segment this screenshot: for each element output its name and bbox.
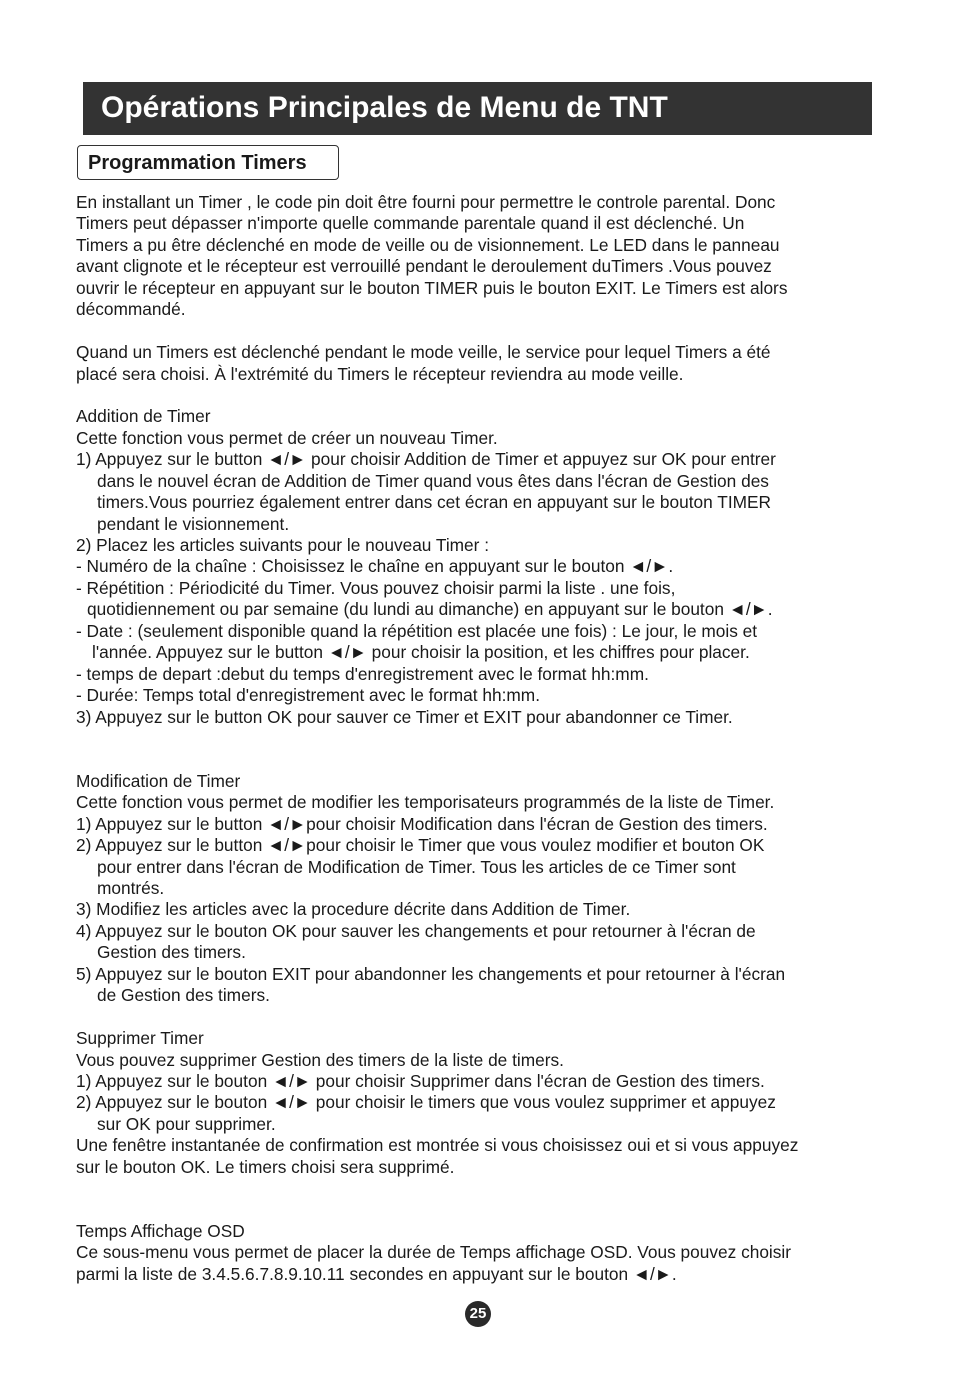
osd-section [76, 1221, 884, 1285]
list-item: 1) Appuyez sur le button ◄/►pour choisir Modification dans l'écran de Gestion des timers. [76, 813, 768, 834]
text-line: de Gestion des timers. [97, 985, 270, 1006]
list-item: 1) Appuyez sur le bouton ◄/► pour choisir Supprimer dans l'écran de Gestion des timers. [76, 1070, 765, 1091]
list-item: - temps de depart :debut du temps d'enregistrement avec le format hh:mm. [76, 663, 649, 684]
text-line: placé sera choisi. À l'extrémité du Timers le récepteur reviendra au mode veille. [76, 363, 684, 384]
osd-heading: Temps Affichage OSD [76, 1221, 245, 1242]
text-line: Timers peut dépasser n'importe quelle commande parentale quand il est déclenché. Un [76, 213, 745, 234]
list-item: 3) Modifiez les articles avec la procedure décrite dans Addition de Timer. [76, 899, 631, 920]
page-number-badge: 25 [465, 1301, 491, 1327]
text-line: décommandé. [76, 299, 186, 320]
list-item: 3) Appuyez sur le button OK pour sauver ce Timer et EXIT pour abandonner ce Timer. [76, 706, 733, 727]
intro-paragraph [76, 192, 884, 321]
section-title-box [77, 145, 339, 180]
list-item: 2) Appuyez sur le bouton ◄/► pour choisir le timers que vous voulez supprimer et appuyez [76, 1092, 776, 1113]
text-line: sur OK pour supprimer. [97, 1113, 276, 1134]
list-item: 4) Appuyez sur le bouton OK pour sauver les changements et pour retourner à l'écran de [76, 920, 756, 941]
list-item: 2) Placez les articles suivants pour le nouveau Timer : [76, 535, 490, 555]
text-line: parmi la liste de 3.4.5.6.7.8.9.10.11 secondes en appuyant sur le bouton ◄/►. [76, 1263, 677, 1284]
text-line: ouvrir le récepteur en appuyant sur le bouton TIMER puis le bouton EXIT. Le Timers est alors [76, 277, 788, 298]
list-item: 1) Appuyez sur le button ◄/► pour choisir Addition de Timer et appuyez sur OK pour entrer [76, 449, 776, 470]
text-line: l'année. Appuyez sur le button ◄/► pour choisir la position, et les chiffres pour placer. [92, 642, 750, 663]
list-item: - Date : (seulement disponible quand la répétition est placée une fois) : Le jour, le mois et [76, 620, 758, 641]
text-line: timers.Vous pourriez également entrer dans cet écran en appuyant sur le bouton TIMER [97, 492, 772, 513]
standby-paragraph [76, 342, 884, 385]
list-item: - Durée: Temps total d'enregistrement avec le format hh:mm. [76, 685, 541, 706]
list-item: - Numéro de la chaîne : Choisissez le chaîne en appuyant sur le bouton ◄/►. [76, 556, 674, 577]
list-item: 5) Appuyez sur le bouton EXIT pour abandonner les changements et pour retourner à l'écran [76, 963, 786, 984]
modification-heading: Modification de Timer [76, 770, 241, 791]
text-line: avant clignote et le récepteur est verrouillé pendant le deroulement duTimers .Vous pouvez [76, 256, 772, 277]
text-line: quotidiennement ou par semaine (du lundi au dimanche) en appuyant sur le bouton ◄/►. [87, 599, 773, 620]
text-line: dans le nouvel écran de Addition de Timer quand vous êtes dans l'écran de Gestion des [97, 470, 769, 491]
list-item: 2) Appuyez sur le button ◄/►pour choisir le Timer que vous voulez modifier et bouton OK [76, 835, 765, 856]
delete-heading: Supprimer Timer [76, 1028, 204, 1049]
page-title: Opérations Principales de Menu de TNT [101, 91, 668, 124]
text-line: En installant un Timer , le code pin doit être fourni pour permettre le controle parental. Donc [76, 192, 776, 212]
text-line: Ce sous-menu vous permet de placer la durée de Temps affichage OSD. Vous pouvez choisir [76, 1242, 792, 1263]
addition-heading: Addition de Timer [76, 406, 211, 427]
modification-section [76, 771, 884, 1007]
text-line: Gestion des timers. [97, 942, 246, 963]
text-line: Cette fonction vous permet de modifier les temporisateurs programmés de la liste de Timer. [76, 792, 775, 813]
text-line: pendant le visionnement. [97, 513, 290, 534]
text-line: Une fenêtre instantanée de confirmation est montrée si vous choisissez oui et si vous appuyez [76, 1135, 799, 1156]
list-item: - Répétition : Périodicité du Timer. Vous pouvez choisir parmi la liste . une fois, [76, 577, 676, 598]
text-line: sur le bouton OK. Le timers choisi sera supprimé. [76, 1156, 455, 1177]
header-bar [83, 82, 872, 135]
text-line: Quand un Timers est déclenché pendant le mode veille, le service pour lequel Timers a été [76, 342, 771, 363]
text-line: montrés. [97, 878, 165, 899]
content [76, 192, 884, 1285]
text-line: Timers a pu être déclenché en mode de veille ou de visionnement. Le LED dans le panneau [76, 234, 780, 255]
text-line: Cette fonction vous permet de créer un nouveau Timer. [76, 427, 498, 448]
section-title: Programmation Timers [88, 152, 307, 174]
delete-section [76, 1028, 884, 1178]
text-line: pour entrer dans l'écran de Modification de Timer. Tous les articles de ce Timer sont [97, 856, 736, 877]
addition-section [76, 406, 884, 728]
text-line: Vous pouvez supprimer Gestion des timers de la liste de timers. [76, 1049, 564, 1070]
